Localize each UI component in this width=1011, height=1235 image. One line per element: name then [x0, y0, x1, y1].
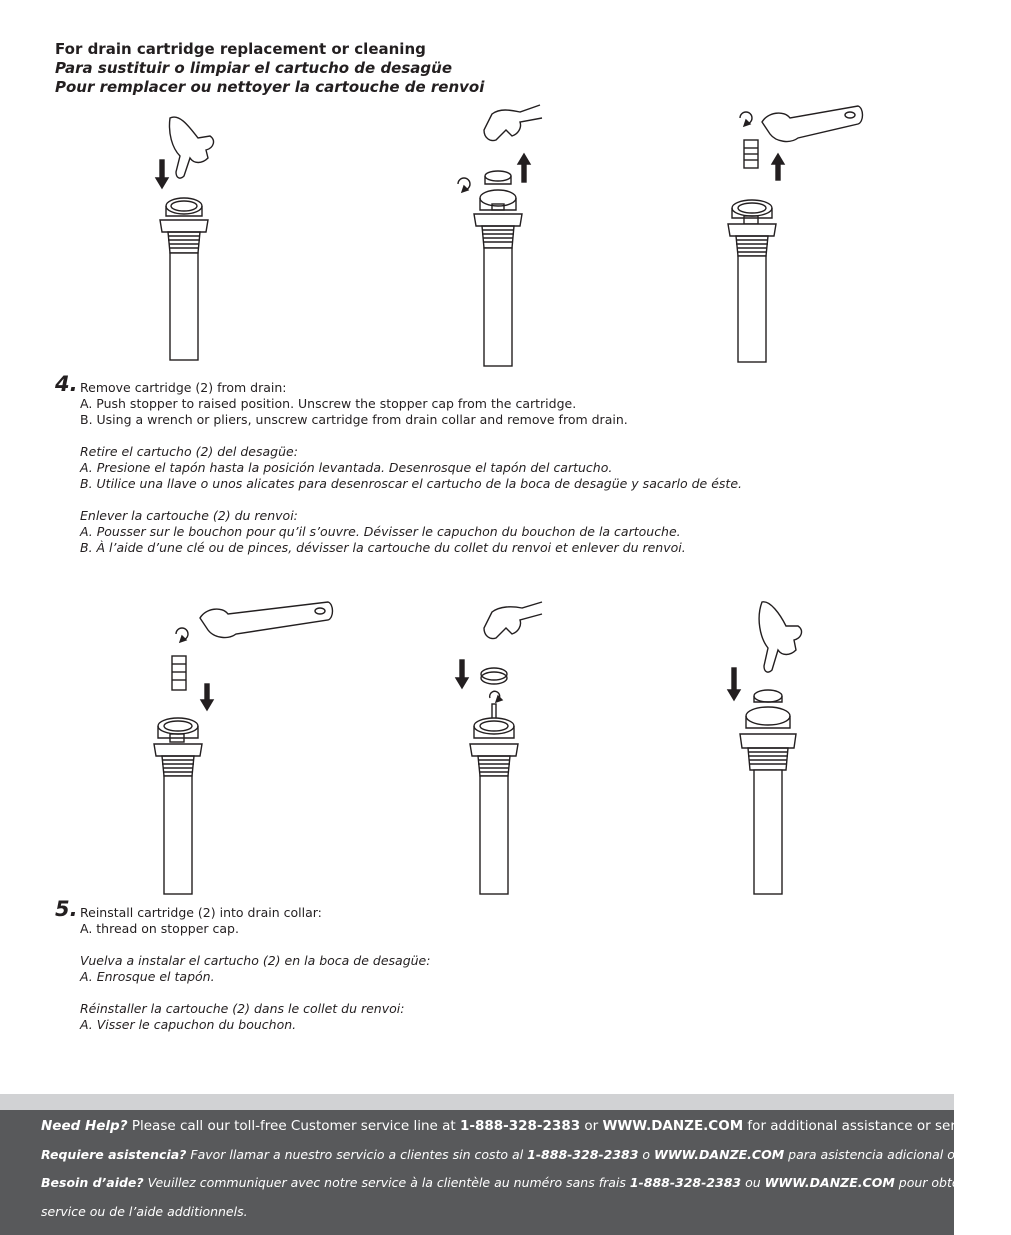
step-4-fr-title: Enlever la cartouche (2) du renvoi: — [80, 508, 298, 523]
figure-place-cap — [450, 598, 560, 900]
phone-link-es[interactable]: 1-888-328-2383 — [527, 1147, 639, 1162]
step-4-es-title: Retire el cartucho (2) del desagüe: — [80, 444, 298, 459]
step-4-fr-a: A. Pousser sur le bouchon pour qu’il s’ouvre. Dévisser le capuchon du bouchon de la cartouche. — [80, 524, 681, 539]
phone-link-en[interactable]: 1-888-328-2383 — [459, 1118, 581, 1134]
step-4-en-title: Remove cartridge (2) from drain: — [80, 380, 287, 395]
header-fr: Pour remplacer ou nettoyer la cartouche de renvoi — [55, 78, 485, 96]
figure-stopper-closed — [722, 598, 822, 900]
step-5-es-title: Vuelva a instalar el cartucho (2) en la boca de desagüe: — [80, 953, 431, 968]
step-4-es-b: B. Utilice una llave o unos alicates para desenroscar el cartucho de la boca de desagüe y sacarlo de éste. — [80, 476, 742, 491]
website-link-fr[interactable]: WWW.DANZE.COM — [764, 1175, 895, 1190]
step-4-es-a: A. Presione el tapón hasta la posición levantada. Desenrosque el tapón del cartucho. — [80, 460, 613, 475]
figure-wrench-reinstall-cartridge — [150, 598, 340, 900]
step-5-fr-a: A. Visser le capuchon du bouchon. — [80, 1017, 297, 1032]
step-5 — [55, 897, 431, 1033]
figure-push-stopper — [140, 108, 240, 368]
figure-wrench-remove-cartridge — [718, 98, 868, 368]
step-5-number: 5. — [55, 897, 78, 921]
step-4-fr-b: B. À l’aide d’une clé ou de pinces, dévisser la cartouche du collet du renvoi et enlever du renvoi. — [80, 540, 686, 555]
website-link-es[interactable]: WWW.DANZE.COM — [654, 1147, 785, 1162]
step-4-en-a: A. Push stopper to raised position. Unscrew the stopper cap from the cartridge. — [80, 396, 577, 411]
help-line-fr: Besoin d’aide? Veuillez communiquer avec notre service à la clientèle au numéro sans frais 1-888-328-2383 ou WWW.DANZE.COM pour obtenir du — [41, 1175, 996, 1190]
footer-divider — [0, 1094, 954, 1110]
help-label-fr: Besoin d’aide? — [41, 1175, 144, 1190]
step-4 — [55, 372, 742, 556]
help-line-fr-cont: service ou de l’aide additionnels. — [41, 1204, 248, 1219]
section-header — [55, 40, 484, 97]
help-label-en: Need Help? — [41, 1118, 128, 1134]
figure-unscrew-cap — [450, 100, 560, 370]
step-5-fr-title: Réinstaller la cartouche (2) dans le collet du renvoi: — [80, 1001, 405, 1016]
help-label-es: Requiere asistencia? — [41, 1147, 187, 1162]
step-5-es-a: A. Enrosque el tapón. — [80, 969, 215, 984]
step-5-en-a: A. thread on stopper cap. — [80, 921, 239, 936]
help-footer — [0, 1110, 1011, 1235]
header-es: Para sustituir o limpiar el cartucho de desagüe — [55, 59, 452, 77]
website-link-en[interactable]: WWW.DANZE.COM — [602, 1118, 744, 1134]
step-4-en-b: B. Using a wrench or pliers, unscrew cartridge from drain collar and remove from drain. — [80, 412, 628, 427]
phone-link-fr[interactable]: 1-888-328-2383 — [629, 1175, 742, 1190]
header-en: For drain cartridge replacement or cleaning — [55, 40, 426, 58]
step-4-number: 4. — [55, 372, 78, 396]
help-line-es: Requiere asistencia? Favor llamar a nuestro servicio a clientes sin costo al 1-888-328-2383 o WWW.DANZE.COM para asistencia adicional o servicio. — [41, 1147, 1011, 1162]
step-5-en-title: Reinstall cartridge (2) into drain collar: — [80, 905, 322, 920]
help-line-en: Need Help? Please call our toll-free Customer service line at 1-888-328-2383 or WWW.DANZE.COM for additional assistance or service. — [41, 1118, 988, 1134]
